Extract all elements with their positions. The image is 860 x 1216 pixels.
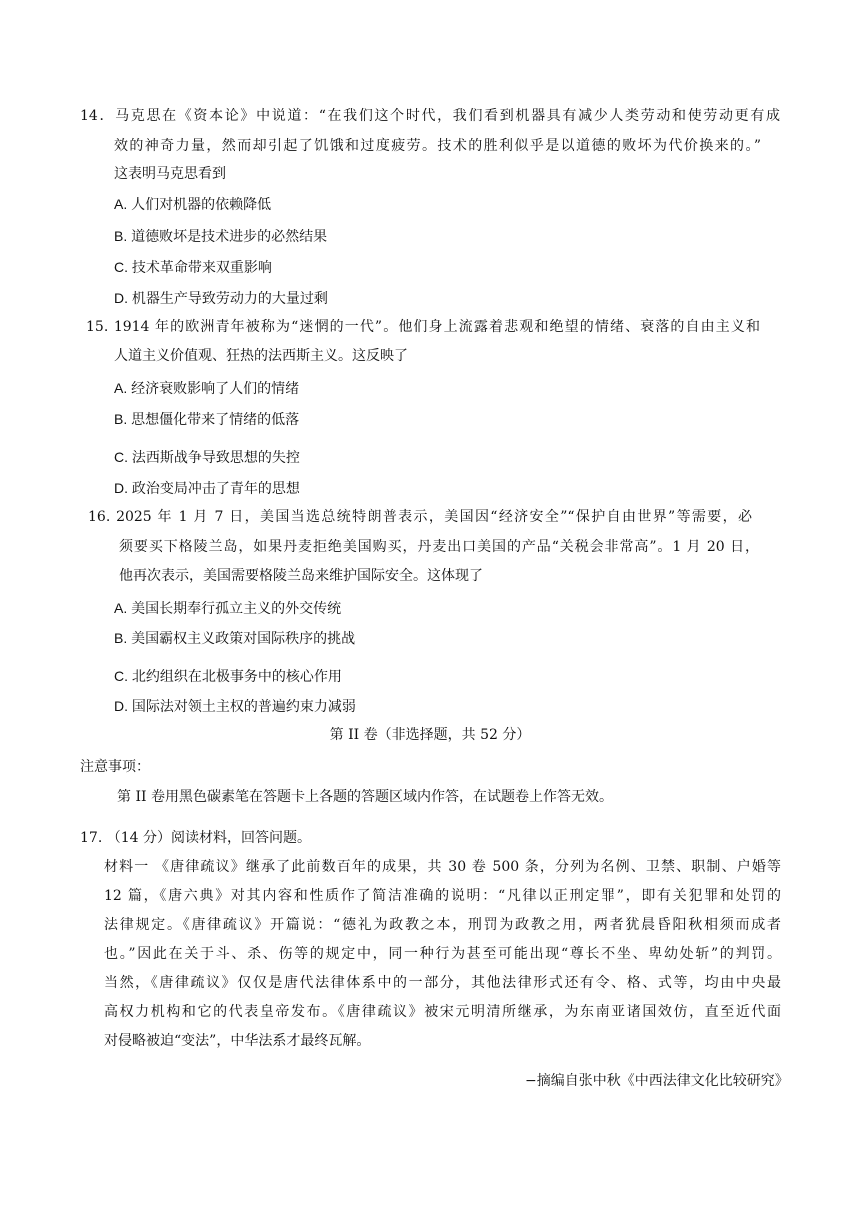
q14-stem-line-2: 效的神奇力量，然而却引起了饥饿和过度疲劳。技术的胜利似乎是以道德的败坏为代价换来的。”: [114, 138, 761, 154]
q16-stem-line-3: 他再次表示，美国需要格陵兰岛来维护国际安全。这体现了: [119, 568, 483, 584]
q17-material-line-4: 也。”因此在关于斗、杀、伤等的规定中，同一种行为甚至可能出现“尊长不坐、卑幼处斩”的判罚。: [104, 946, 781, 962]
q17-stem: 17. （14 分）阅读材料，回答问题。: [80, 830, 311, 846]
q16-option-b: B. 美国霸权主义政策对国际秩序的挑战: [114, 630, 356, 646]
q14-stem-line-3: 这表明马克思看到: [114, 166, 226, 182]
q15-stem-line-2: 人道主义价值观、狂热的法西斯主义。这反映了: [114, 348, 408, 364]
q15-option-a: A. 经济衰败影响了人们的情绪: [114, 380, 300, 396]
q14-option-a: A. 人们对机器的依赖降低: [114, 196, 272, 212]
q17-material-line-1: 材料一 《唐律疏议》继承了此前数百年的成果，共 30 卷 500 条，分列为名例、卫禁、职制、户婚等: [104, 859, 781, 875]
q15-option-b: B. 思想僵化带来了情绪的低落: [114, 411, 300, 427]
notice-heading: 注意事项：: [80, 759, 150, 775]
q15-option-c: C. 法西斯战争导致思想的失控: [114, 449, 300, 465]
q17-material-line-5: 当然，《唐律疏议》仅仅是唐代法律体系中的一部分，其他法律形式还有令、格、式等，均由中央最: [104, 975, 781, 991]
q17-material-line-3: 法律规定。《唐律疏议》开篇说：“德礼为政教之本，刑罚为政教之用，两者犹晨昏阳秋相须而成者: [104, 917, 781, 933]
q14-option-d: D. 机器生产导致劳动力的大量过剩: [114, 290, 328, 306]
q17-material-line-7: 对侵略被迫“变法”，中华法系才最终瓦解。: [104, 1033, 371, 1049]
q17-source: −摘编自张中秋《中西法律文化比较研究》: [525, 1073, 789, 1089]
q15-option-d: D. 政治变局冲击了青年的思想: [114, 480, 300, 496]
q15-stem-line-1: 15. 1914 年的欧洲青年被称为“迷惘的一代”。他们身上流露着悲观和绝望的情绪、衰落的自由主义和: [86, 319, 760, 335]
q14-stem-line-1: 14．马克思在《资本论》中说道：“在我们这个时代，我们看到机器具有减少人类劳动和使劳动更有成: [80, 108, 780, 124]
q16-option-a: A. 美国长期奉行孤立主义的外交传统: [114, 600, 342, 616]
q16-stem-line-1: 16. 2025 年 1 月 7 日，美国当选总统特朗普表示，美国因“经济安全”“保护自由世界”等需要，必: [88, 509, 752, 525]
q16-option-d: D. 国际法对领土主权的普遍约束力减弱: [114, 698, 356, 714]
q14-option-b: B. 道德败坏是技术进步的必然结果: [114, 228, 328, 244]
notice-text: 第 II 卷用黑色碳素笔在答题卡上各题的答题区域内作答，在试题卷上作答无效。: [117, 789, 613, 805]
q16-stem-line-2: 须要买下格陵兰岛，如果丹麦拒绝美国购买，丹麦出口美国的产品“关税会非常高”。1 月 20 日，: [119, 539, 759, 555]
q14-option-c: C. 技术革命带来双重影响: [114, 259, 272, 275]
q17-material-line-2: 12 篇，《唐六典》对其内容和性质作了简洁准确的说明：“凡律以正刑定罪”，即有关犯罪和处罚的: [104, 888, 781, 904]
section-title: 第 II 卷（非选择题，共 52 分）: [329, 727, 531, 743]
q16-option-c: C. 北约组织在北极事务中的核心作用: [114, 668, 342, 684]
q17-material-line-6: 高权力机构和它的代表皇帝发布。《唐律疏议》被宋元明清所继承，为东南亚诸国效仿，直至近代面: [104, 1004, 781, 1020]
